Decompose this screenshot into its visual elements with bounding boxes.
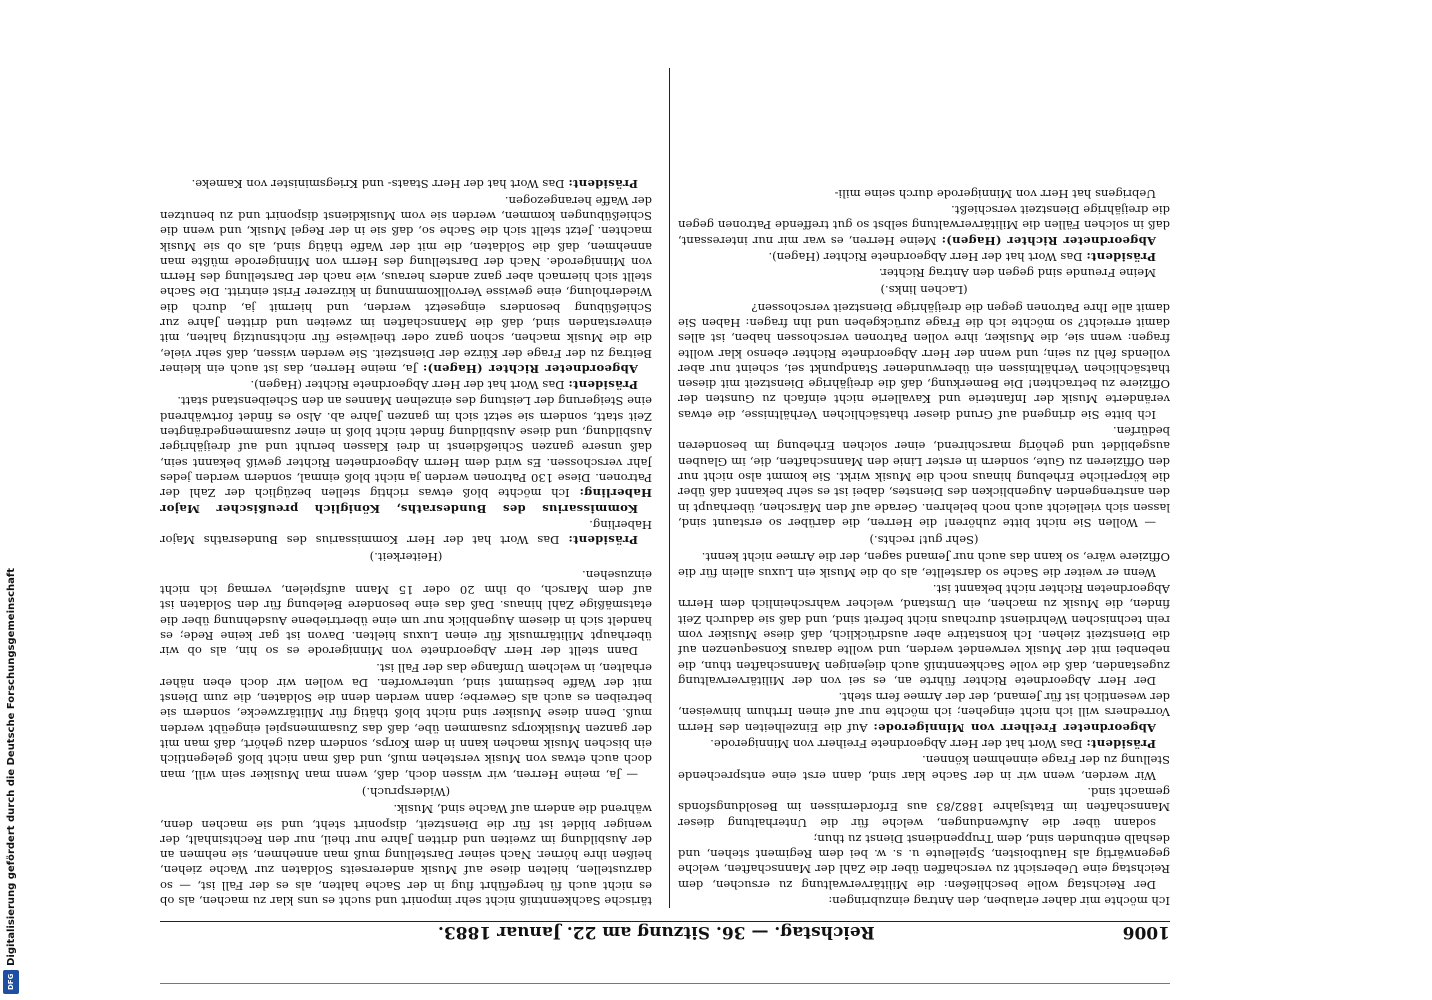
paragraph: — Wollen Sie nicht bitte zuhören! die Herren, die darüber so erstaunt sind, lassen sich vielleicht auch noch belehren. Gerade auf den Märschen, überhaupt in den anstrengenden Augenblicken des Dienstes, dabei ist es sehr bekannt daß über die körperliche Erhebung hinaus noch die Musik wirkt. Sie kommt also nicht nur den Offizieren zu Gute, sondern in erster Linie den Mannschaften, die, im Glauben ausgebildet und gehörig marschirend, einer solchen Erhebung im besonderen bedürfen. [678, 424, 1170, 530]
paragraph: — Ja, meine Herren, wir wissen doch, daß, wenn man Musiker sein will, man doch auch etwas von Musik verstehen muß, und daß man nicht bloß gelegentlich ein bischen Musik machen kann in dem Korps, sondern dazu gehört, daß man mit der ganzen Musikkorps zusammen übe, daß das Zusammenspiel eingeübt werden muß. Denn diese Musiker sind nicht bloß thätig für Militärzwecke, sondern sie betreiben es auch als Gewerbe; dann werden denn die Soldaten, die zum Dienst mit der Waffe bestimmt sind, unterworfen. Da wollen wir doch eben näher erhalten, in welchem Umfange das der Fall ist. [160, 660, 652, 782]
interjection: (Lachen links.) [880, 283, 968, 298]
column-divider [669, 68, 670, 908]
paragraph: Kommissarius des Bundesraths, Königlich preußischer Major Haberling: Ich möchte bloß etwas richtig stellen bezüglich der Zahl der Patronen. Diese 130 Patronen werden ja nicht bloß einmal, sondern werden jedes Jahr verschossen. Es wird dem Herrn Abgeordneten Richter gewiß bekannt sein, daß unsere ganzen Schießdienst in drei Klassen beruht und auf dreijähriger Ausbildung, und diese Ausbildung findet nicht bloß in einer zusammengedrängten Zeit statt, sondern sie setzt sich im ganzen Jahre ab. Also es findet fortwährend eine Steigerung der Leistung des einzelnen Mannes an den Scheibenstand statt. [160, 394, 652, 516]
paragraph: Meine Freunde sind gegen den Antrag Richter. [878, 266, 1156, 281]
paragraph: Abgeordneter Freiherr von Minnigerode: Auf die Einzelheiten des Herrn Vorredners will ich nicht eingehen; ich möchte nur auf einen Irrthum hinweisen, der wesentlich ist für Jemand, der der Armee fern steht. [678, 690, 1170, 735]
paragraph: Präsident: Das Wort hat der Herr Staats- und Kriegsminister von Kameke. [191, 177, 638, 192]
paragraph: Präsident: Das Wort hat der Herr Abgeordnete Freiherr von Minnigerode. [710, 737, 1156, 752]
paragraph: Abgeordneter Richter (Hagen): Meine Herren, es war mir nur interessant, daß in solchen Fällen die Militärverwaltung selbst so gut treffende Patronen gegen die dreijährige Dienstzeit verschießt. [678, 202, 1170, 248]
right-column [160, 68, 652, 908]
paragraph: Wenn er weiter die Sache so darstellte, als ob die Musik ein Luxus allein für die Offiziere wäre, so kann das auch nur Jemand sagen, der die Armee nicht kennt. [678, 550, 1170, 580]
paragraph: Präsident: Das Wort hat der Herr Abgeordnete Richter (Hagen). [250, 378, 638, 393]
interjection: (Widerspruch.) [361, 784, 451, 799]
funding-sidebar [0, 0, 22, 1000]
paragraph: Ich bitte Sie dringend auf Grund dieser thatsächlichen Verhältnisse, die etwas veränderte Musik der Infanterie und Kavallerie nicht einfach zu Gunsten der Offiziere zu betrachten! Die Bemerkung, daß die dreijährige Dienstzeit mit diesen thatsächlichen Verhältnissen ein überwundener Standpunkt sei, scheint nur aber vollends fehl zu sein; und wenn der Herr Abgeordnete Richter ebenso klar wollte fragen: wenn sie, die Musiker, ihre vollen Patronen verschossen haben, ist alles damit erreicht? so möchte ich die Frage zurückgeben und ihn fragen: Haben Sie damit alle Ihre Patronen gegen die dreijährige Dienstzeit verschossen? [678, 300, 1170, 422]
left-column [678, 68, 1170, 908]
page-title: Reichstag. — 36. Sitzung am 22. Januar 1883. [437, 922, 875, 942]
paragraph: Ich möchte mir daher erlauben, den Antrag einzubringen: [828, 894, 1170, 908]
paragraph: Dann stellt der Herr Abgeordnete von Minnigerode es so hin, als ob wir überhaupt Militärmusik für einen Luxus hielten. Davon ist gar keine Rede; es handelt sich in diesem Augenblick nur um eine übertriebene Ausdehnung über die etatsmäßige Zahl hinaus. Daß das eine besondere Belebung für den Soldaten ist auf dem Marsch, ob ihm 20 oder 15 Mann aufspielen, vermag ich nicht einzusehen. [160, 567, 652, 659]
paragraph: Präsident: Das Wort hat der Herr Abgeordnete Richter (Hagen). [768, 249, 1156, 264]
paragraph: Der Herr Abgeordnete Richter führte an, es sei von der Militärverwaltung zugestanden, daß die volle Sachkenntniß auch diejenigen Mannschaften thun, die nebenbei mit der Musik verwendet werden, und wollte daraus Konsequenzen auf die Dienstzeit ziehen. Ich konstatire aber ausdrücklich, daß diese Musiker vom rein technischen Wehrdienst durchaus nicht befreit sind, und daß sie dadurch Zeit finden, die Musik zu machen, ein Umstand, welcher wahrscheinlich dem Herrn Abgeordneten Richter nicht bekannt ist. [678, 582, 1170, 688]
paragraph: Wir werden, wenn wir in der Sache klar sind, dann erst eine entsprechende Stellung zu der Frage einnehmen können. [678, 753, 1170, 783]
page-number: 1006 [1122, 922, 1170, 942]
funding-note: Digitalisierung gefördert durch die Deutsche Forschungsgemeinschaft [5, 568, 17, 966]
paragraph: Abgeordneter Richter (Hagen): Ja, meine Herren, das ist auch ein kleiner Beitrag zu der Frage der Kürze der Dienstzeit. Sie werden wissen, daß sehr viele, die die Musik machen, schon ganz oder theilweise für nichtsnutzig halten, mit einverstanden sind, daß die Mannschaften im zweiten und dritten Jahre zur Schießübung besonders eingesetzt werden, und hiermit ja, durch die Wiederholung, eine gewisse Vervollkommnung in kürzerer Frist eintritt. Die Sache stellt sich hiernach aber ganz anders heraus, wie nach der Darstellung des Herrn von Minnigerode. Nach der Darstellung des Herrn von Minnigerode müßte man annehmen, daß die Soldaten, die mit der Waffe thätig sind, als ob sie Musik machten. Jetzt stellt sich die Sache so, daß sie in der Regel Musik, und wenn die Schießübungen kommen, werden sie vom Musikdienst disponirt und zu benutzen der Waffe herangezogen. [160, 193, 652, 376]
paragraph: tärische Sachkenntniß nicht sehr imponirt und sucht es uns klar zu machen, als ob es nicht auch fü hergeführt flug in der Sache halten, als es der Fall ist, — so darzustellen, hielten diese auf Musik andererseits Soldaten zur Wache ziehen, heißen ihre hörner. Nach seiner Darstellung muß man annehmen, sie nehmen an der Ausbildung im zweiten und dritten Jahre nur theil, nur den Rechtsinhalt, der weniger bildet ist für die Dienstzeit, disponirt steht, und sie machen denn, während die andern auf Wache sind, Musik. [160, 802, 652, 908]
paragraph: Der Reichstag wolle beschließen: die Militärverwaltung zu ersuchen, dem Reichstag eine Uebersicht zu verschaffen über die Zahl der Mannschaften, welche gegenwärtig als Hautboisten, Spielleute u. s. w. bei dem Regiment stehen, und deshalb entbunden sind, dem Truppendienst Dienst zu thun; [678, 831, 1170, 892]
paragraph: Präsident: Das Wort hat der Herr Kommissarius des Bundesraths Major Haberling. [160, 517, 652, 548]
page-header [160, 921, 1170, 956]
top-rule [160, 983, 1170, 984]
interjection: (Heiterkeit.) [369, 550, 443, 565]
paragraph: sodann über die Aufwendungen, welche für die Unterhaltung dieser Mannschaften im Etatsjahre 1882/83 aus Erfordernissen im Besoldungsfonds gemacht sind. [678, 784, 1170, 830]
interjection: (Sehr gut! rechts.) [869, 533, 979, 548]
paragraph: Uebrigens hat Herr von Minnigerode durch seine mili- [834, 186, 1156, 201]
dfg-logo-icon: DFG [3, 970, 19, 994]
